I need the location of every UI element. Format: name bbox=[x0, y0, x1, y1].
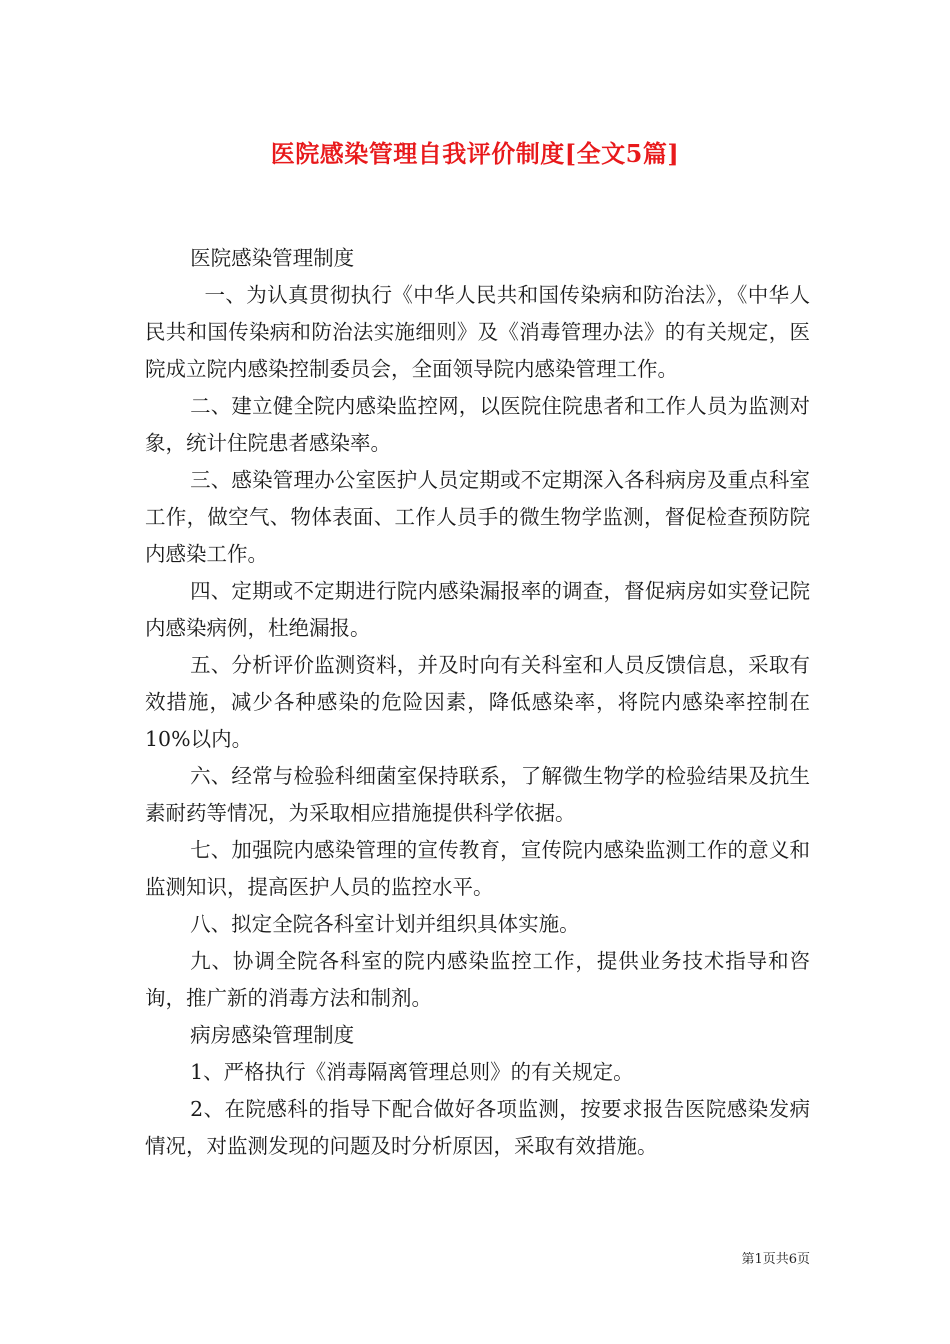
paragraph: 1、严格执行《消毒隔离管理总则》的有关规定。 bbox=[190, 1060, 634, 1084]
paragraph: 三、感染管理办公室医护人员定期或不定期深入各科病房及重点科室工作，做空气、物体表面、工作人员手的微生物学监测，督促检查预防院内感染工作。 bbox=[145, 468, 810, 566]
section-heading: 医院感染管理制度 bbox=[190, 246, 355, 270]
paragraph: 六、经常与检验科细菌室保持联系，了解微生物学的检验结果及抗生素耐药等情况，为采取相应措施提供科学依据。 bbox=[145, 764, 810, 825]
page-number: 第1页共6页 bbox=[741, 1252, 810, 1267]
paragraph: 五、分析评价监测资料，并及时向有关科室和人员反馈信息，采取有效措施，减少各种感染的危险因素，降低感染率，将院内感染率控制在10%以内。 bbox=[145, 653, 810, 751]
paragraph: 二、建立健全院内感染监控网，以医院住院患者和工作人员为监测对象，统计住院患者感染率。 bbox=[145, 394, 810, 455]
paragraph: 九、协调全院各科室的院内感染监控工作，提供业务技术指导和咨询，推广新的消毒方法和制剂。 bbox=[145, 949, 810, 1010]
paragraph: 一、为认真贯彻执行《中华人民共和国传染病和防治法》，《中华人民共和国传染病和防治法实施细则》及《消毒管理办法》的有关规定，医院成立院内感染控制委员会，全面领导院内感染管理工作。 bbox=[145, 283, 810, 381]
paragraph: 2、在院感科的指导下配合做好各项监测，按要求报告医院感染发病情况，对监测发现的问题及时分析原因，采取有效措施。 bbox=[145, 1097, 810, 1158]
paragraph: 七、加强院内感染管理的宣传教育，宣传院内感染监测工作的意义和监测知识，提高医护人员的监控水平。 bbox=[145, 838, 810, 899]
section-heading: 病房感染管理制度 bbox=[190, 1023, 355, 1047]
document-title: 医院感染管理自我评价制度[全文5篇] bbox=[270, 139, 680, 168]
paragraph: 八、拟定全院各科室计划并组织具体实施。 bbox=[190, 912, 580, 936]
document-body bbox=[145, 240, 810, 1165]
paragraph: 四、定期或不定期进行院内感染漏报率的调查，督促病房如实登记院内感染病例，杜绝漏报。 bbox=[145, 579, 810, 640]
